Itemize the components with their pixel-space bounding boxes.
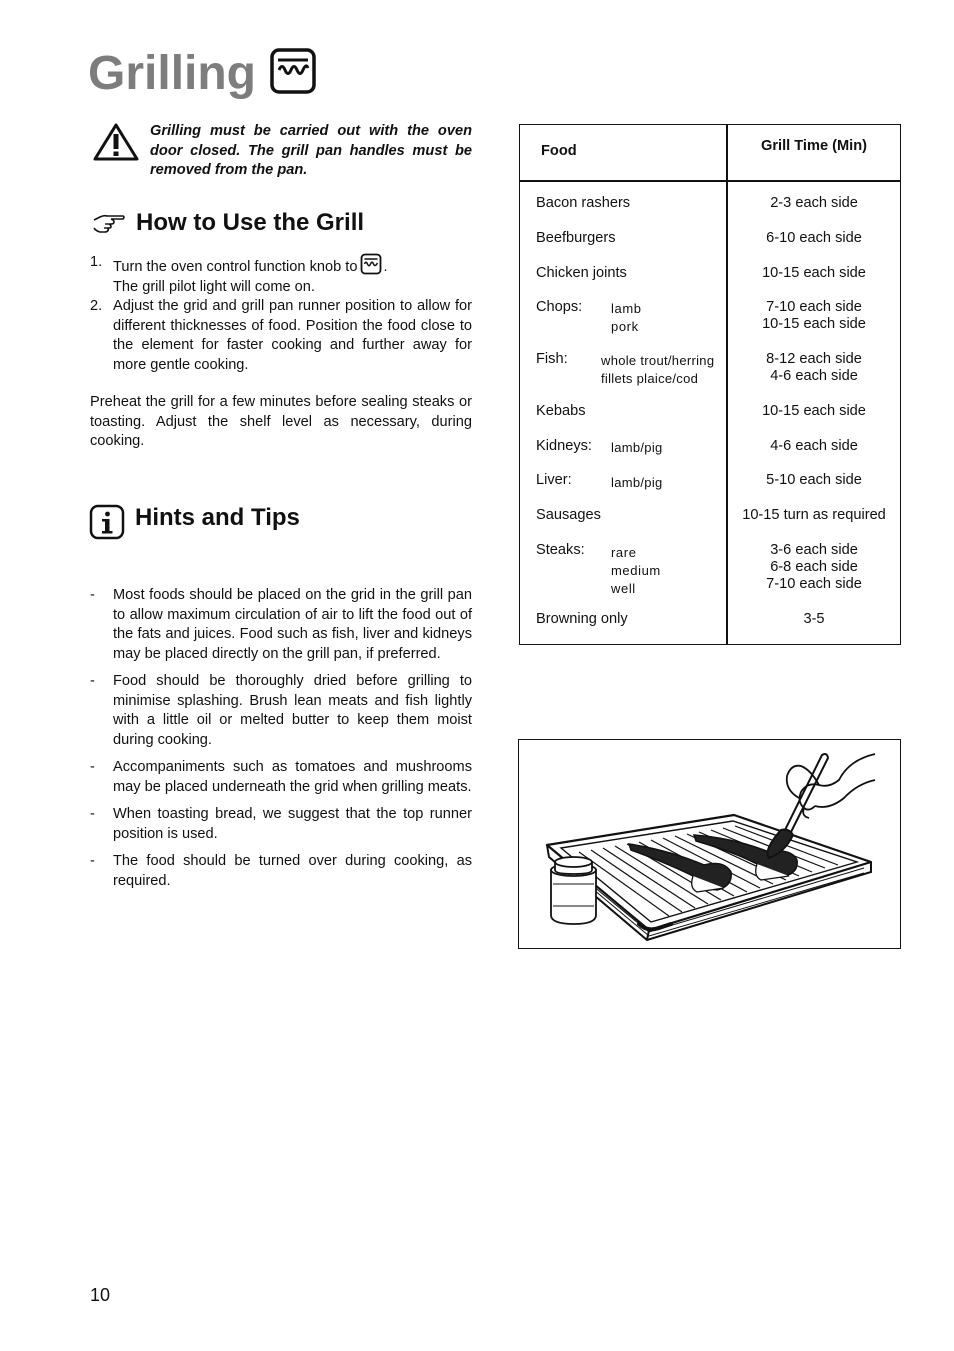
table-row-time (727, 611, 901, 628)
tip-item (90, 672, 472, 750)
grill-pan-illustration (519, 740, 899, 947)
time-value: 6-8 each side (770, 559, 858, 575)
table-row-food: Fish: (536, 351, 568, 367)
time-value: 7-10 each side (766, 576, 862, 592)
time-value: 2-3 each side (770, 195, 858, 211)
table-row-time (727, 542, 901, 593)
table-row-food: Kidneys: (536, 438, 592, 454)
subtype-label: pork (611, 319, 639, 334)
tips-list (90, 586, 472, 899)
table-row-time (727, 351, 901, 385)
table-header-divider (519, 180, 901, 182)
table-row-food: Kebabs (536, 403, 586, 419)
table-header-grill-time: Grill Time (Min) (761, 138, 867, 154)
step-number: 1. (90, 254, 103, 270)
table-row-time (727, 403, 901, 420)
grill-pan-illustration-frame (518, 739, 901, 949)
table-row-time (727, 265, 901, 282)
subtype-label: lamb (611, 301, 642, 316)
tip-item (90, 805, 472, 844)
table-row-food: Liver: (536, 472, 572, 488)
table-row-subtypes (611, 439, 663, 457)
tip-text: Accompaniments such as tomatoes and mushrooms may be placed underneath the grid when grilling meats. (113, 759, 472, 795)
subtype-label: medium (611, 563, 661, 578)
table-row-time (727, 230, 901, 247)
tip-item (90, 758, 472, 797)
tip-item (90, 586, 472, 664)
grill-oven-icon (270, 48, 316, 94)
tip-item (90, 852, 472, 891)
tip-text: Most foods should be placed on the grid in the grill pan to allow maximum circulation of air to lift the food out of the fats and juices. Food such as fish, liver and kidneys may be placed directly on the grill pan, if preferred. (113, 587, 472, 662)
step-text: Adjust the grid and grill pan runner position to allow for different thicknesses of food. Position the food close to the element for faster cooking and further away for more gentle cooking. (113, 298, 472, 373)
step-item (90, 253, 472, 297)
tip-text: The food should be turned over during cooking, as required. (113, 853, 472, 889)
table-row-subtypes (611, 300, 642, 336)
info-icon (89, 504, 125, 540)
subtype-label: lamb/pig (611, 475, 663, 490)
steps-list (90, 253, 472, 375)
step-text-line2: The grill pilot light will come on. (113, 278, 315, 295)
subtype-label: lamb/pig (611, 440, 663, 455)
time-value: 4-6 each side (770, 368, 858, 384)
table-row-time (727, 507, 901, 524)
time-value: 10-15 each side (762, 265, 866, 281)
grill-oven-icon (360, 253, 382, 275)
oil-jar (551, 857, 596, 924)
tip-text: Food should be thoroughly dried before grilling to minimise splashing. Brush lean meats and fish lightly with a little oil or melted butter to keep them moist during cooking. (113, 673, 472, 748)
table-row-time (727, 438, 901, 455)
table-row-time (727, 299, 901, 333)
table-row-food: Chicken joints (536, 265, 627, 281)
table-row-food: Chops: (536, 299, 583, 315)
page-number: 10 (90, 1285, 111, 1305)
tip-bullet: - (90, 806, 95, 822)
tip-bullet: - (90, 587, 95, 603)
time-value: 3-5 (803, 611, 825, 627)
table-row-time (727, 472, 901, 489)
time-value: 4-6 each side (770, 438, 858, 454)
how-to-use-heading: How to Use the Grill (136, 209, 365, 236)
subtype-label: fillets plaice/cod (601, 371, 699, 386)
table-row-food: Sausages (536, 507, 601, 523)
warning-triangle-icon (92, 122, 140, 162)
title-row (88, 44, 316, 104)
table-header-food: Food (541, 143, 577, 159)
tip-text: When toasting bread, we suggest that the top runner position is used. (113, 806, 472, 842)
time-value: 10-15 turn as required (742, 507, 886, 523)
time-value: 10-15 each side (762, 403, 866, 419)
table-row-food: Steaks: (536, 542, 585, 558)
preheat-paragraph: Preheat the grill for a few minutes before sealing steaks or toasting. Adjust the shelf level as necessary, during cooking. (90, 394, 472, 449)
subtype-label: whole trout/herring (601, 353, 715, 368)
time-value: 5-10 each side (766, 472, 862, 488)
table-row-food: Bacon rashers (536, 195, 631, 211)
table-row-subtypes (611, 474, 663, 492)
time-value: 3-6 each side (770, 542, 858, 558)
time-value: 10-15 each side (762, 316, 866, 332)
subtype-label: rare (611, 545, 637, 560)
hints-and-tips-heading: Hints and Tips (135, 504, 300, 531)
page-title: Grilling (88, 47, 256, 100)
step-text-end: . (383, 259, 388, 275)
time-value: 8-12 each side (766, 351, 862, 367)
step-item (90, 297, 472, 375)
tip-bullet: - (90, 759, 95, 775)
warning-text: Grilling must be carried out with the oven door closed. The grill pan handles must be removed from the pan. (150, 123, 472, 178)
table-row-food: Beefburgers (536, 230, 616, 246)
time-value: 6-10 each side (766, 230, 862, 246)
table-row-food: Browning only (536, 611, 628, 627)
tip-bullet: - (90, 673, 95, 689)
time-value: 7-10 each side (766, 299, 862, 315)
tip-bullet: - (90, 853, 95, 869)
table-row-time (727, 195, 901, 212)
step-text: Turn the oven control function knob to (113, 259, 358, 275)
step-number: 2. (90, 298, 103, 314)
subtype-label: well (611, 581, 636, 596)
table-row-subtypes (601, 352, 714, 388)
pointing-hand-icon (92, 212, 126, 234)
table-row-subtypes (611, 544, 661, 598)
